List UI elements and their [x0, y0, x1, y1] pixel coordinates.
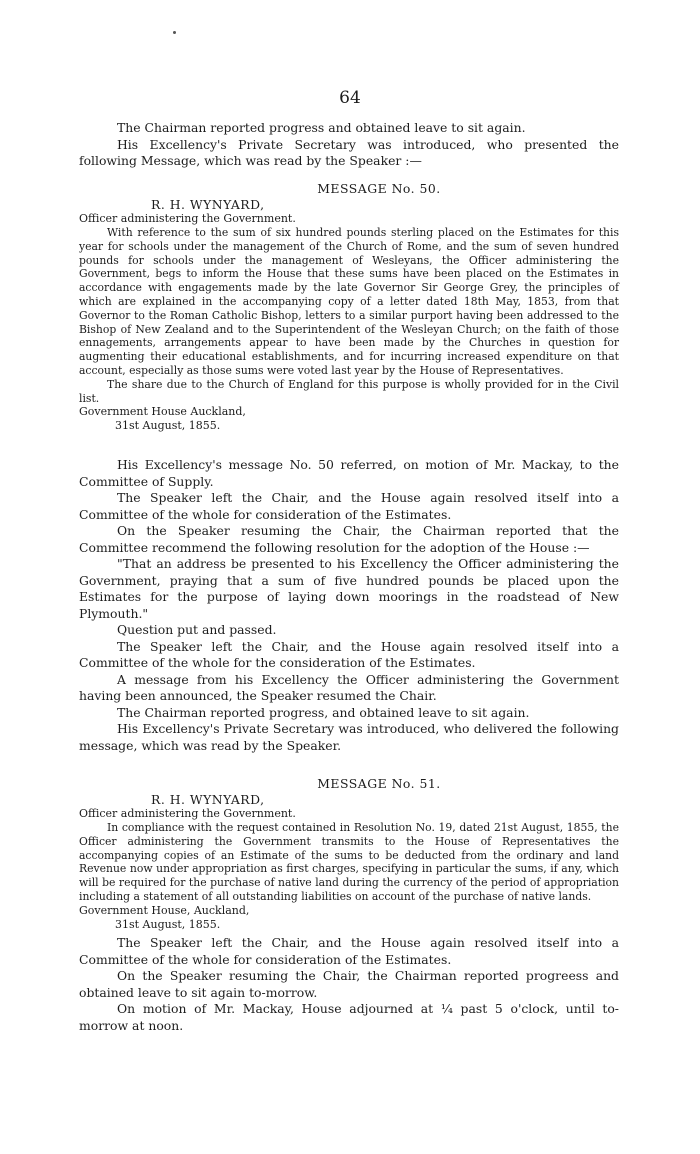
message-51 — [79, 775, 619, 932]
page-mark — [173, 31, 176, 34]
message-signer: R. H. WYNYARD, — [151, 792, 265, 807]
paragraph: His Excellency's Private Secretary was introduced, who delivered the following message, which was read by the Speaker. — [79, 721, 619, 753]
message-date: 31st August, 1855. — [115, 419, 221, 433]
paragraph: The Speaker left the Chair, and the House again resolved itself into a Committee of the whole for consideration of the Estimates. — [79, 490, 619, 522]
proceedings-block-3 — [79, 935, 619, 1034]
paragraph: His Excellency's Private Secretary was introduced, who presented the following Message, which was read by the Speaker :— — [79, 136, 619, 168]
page-number: 64 — [339, 88, 361, 108]
message-body: In compliance with the request contained in Resolution No. 19, dated 21st August, 1855, the Officer administering the Government transmits to the House of Representatives the accompanying copies of an Estimate of the sums to be deducted from the ordinary and land Revenue now under appropriation as first charges, specifying in particular the sums, if any, which will be required for the purchase of native land during the currency of the period of appropriation including a statement of all outstanding liabilities on account of the purchase of native lands. — [79, 821, 619, 903]
paragraph: The Speaker left the Chair, and the House again resolved itself into a Committee of the whole for consideration of the Estimates. — [79, 935, 619, 967]
proceedings-block-2 — [79, 457, 619, 754]
paragraph: His Excellency's message No. 50 referred, on motion of Mr. Mackay, to the Committee of Supply. — [79, 457, 619, 489]
paragraph: On the Speaker resuming the Chair, the Chairman reported progreess and obtained leave to sit again to-morrow. — [79, 968, 619, 1000]
paragraph: The Speaker left the Chair, and the House again resolved itself into a Committee of the whole for the consideration of the Estimates. — [79, 638, 619, 670]
message-50 — [79, 180, 619, 433]
paragraph: "That an address be presented to his Excellency the Officer administering the Government, praying that a sum of five hundred pounds be placed upon the Estimates for the purpose of laying down moorings in the roadstead of New Plymouth." — [79, 556, 619, 621]
message-office: Officer administering the Government. — [79, 212, 296, 225]
message-heading: MESSAGE No. 50. — [317, 181, 441, 196]
message-place: Government House Auckland, — [79, 405, 246, 419]
message-signer: R. H. WYNYARD, — [151, 197, 265, 212]
paragraph: On motion of Mr. Mackay, House adjourned at ¼ past 5 o'clock, until to-morrow at noon. — [79, 1001, 619, 1033]
paragraph: The Chairman reported progress, and obtained leave to sit again. — [117, 704, 530, 720]
paragraph: A message from his Excellency the Officer administering the Government having been announced, the Speaker resumed the Chair. — [79, 671, 619, 703]
paragraph: Question put and passed. — [117, 622, 277, 637]
paragraph: On the Speaker resuming the Chair, the Chairman reported that the Committee recommend the following resolution for the adoption of the House :— — [79, 523, 619, 555]
paragraph: The Chairman reported progress and obtained leave to sit again. — [117, 120, 526, 135]
proceedings-block-1 — [79, 120, 619, 170]
message-office: Officer administering the Government. — [79, 807, 296, 820]
message-body-2: The share due to the Church of England for this purpose is wholly provided for in the Civil list. — [79, 377, 619, 405]
message-heading: MESSAGE No. 51. — [317, 776, 441, 791]
message-date: 31st August, 1855. — [115, 917, 221, 931]
message-body: With reference to the sum of six hundred pounds sterling placed on the Estimates for this year for schools under the management of the Church of Rome, and the sum of seven hundred pounds for schools under the management of Wesleyans, the Officer administering the Government, begs to inform the House that these sums have been placed on the Estimates in accordance with engagements made by the late Governor Sir George Grey, the principles of which are explained in the accompanying copy of a letter dated 18th May, 1853, from that Governor to the Roman Catholic Bishop, letters to a similar purport having been addressed to the Bishop of New Zealand and to the Superintendent of the Wesleyan Church; on the faith of those ennagements, arrangements appear to have been made by the Churches in question for augmenting their educational establishments, and for incurring increased expenditure on that account, especially as those sums were voted last year by the House of Representatives. — [79, 226, 619, 377]
message-place: Government House, Auckland, — [79, 903, 250, 917]
